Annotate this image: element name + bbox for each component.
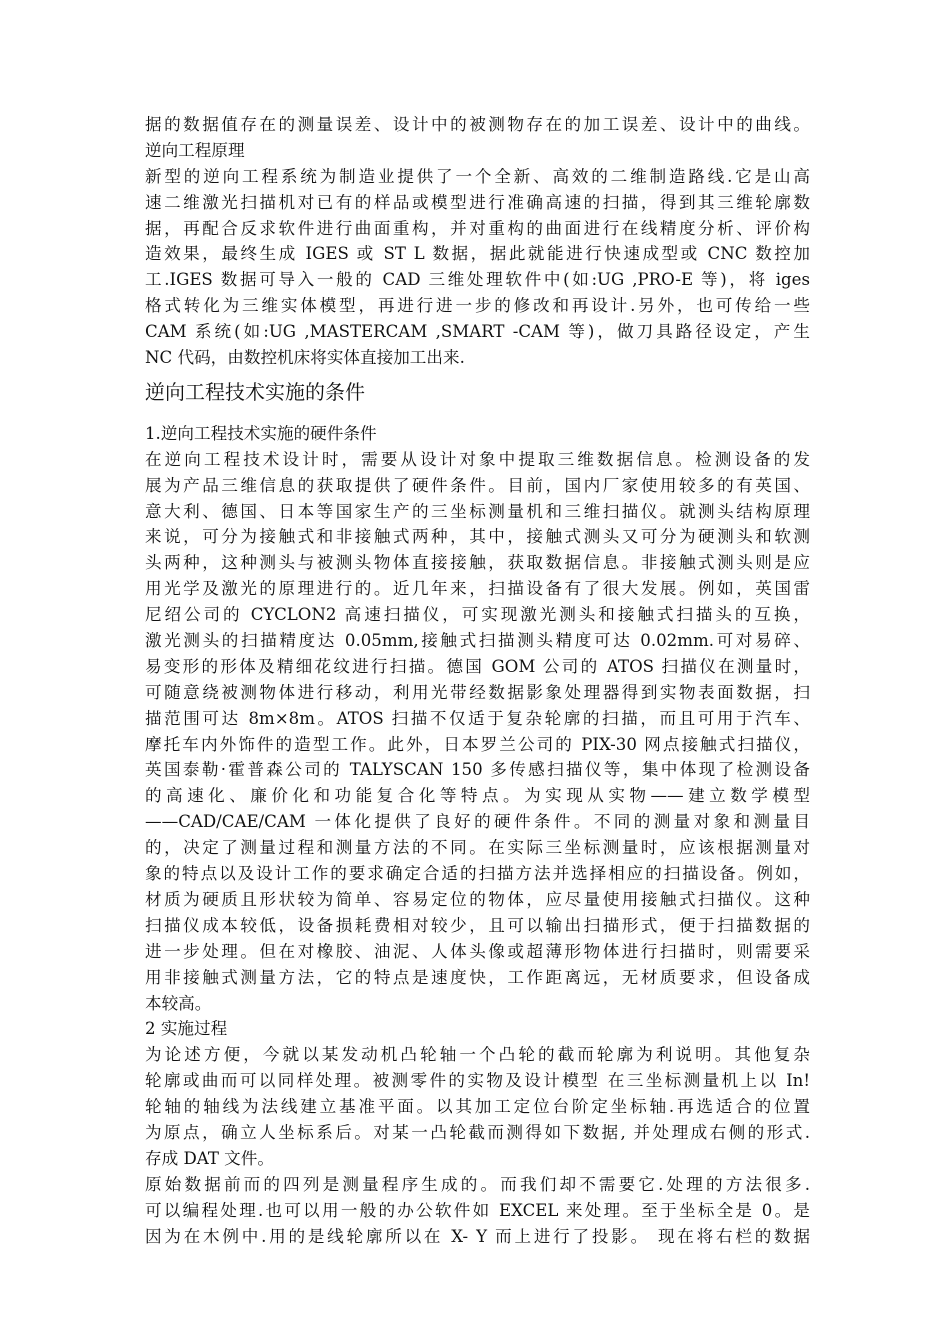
text-line: 存成 DAT 文件。	[145, 1148, 274, 1168]
text-line: 激光测头的扫描精度达 0.05mm,接触式扫描测头精度可达 0.02mm.可对易碎、	[145, 631, 810, 651]
text-line: 工.IGES 数据可导入一般的 CAD 三维处理软件中(如:UG ,PRO-E 等)，将 iges	[145, 270, 810, 290]
subsection-title-hardware: 1.逆向工程技术实施的硬件条件	[145, 423, 377, 443]
text-line: 用非接触式测量方法，它的特点是速度快，工作距离远，无材质要求，但设备成	[145, 967, 810, 987]
text-line: 的，决定了测量过程和测量方法的不同。在实际三坐标测量时，应该根据测量对	[145, 838, 810, 858]
subsection-title-process: 2 实施过程	[145, 1019, 228, 1039]
section-title-principle: 逆向工程原理	[145, 140, 245, 160]
hardware-paragraph	[145, 447, 810, 1017]
text-line: 为原点，确立人坐标系后。对某一凸轮截而测得如下数据, 并处理成右侧的形式.	[145, 1122, 810, 1142]
text-line: 展为产品三维信息的获取提供了硬件条件。目前，国内厂家使用较多的有英国、	[145, 475, 810, 495]
text-line: 易变形的形体及精细花纹进行扫描。德国 GOM 公司的 ATOS 扫描仪在测量时，	[145, 656, 810, 676]
text-line: 来说，可分为接触式和非接触式两种，其中，接触式测头又可分为硬测头和软测	[145, 527, 810, 547]
text-line: 为论述方便，今就以某发动机凸轮轴一个凸轮的截而轮廓为利说明。其他复杂	[145, 1045, 810, 1065]
principle-paragraph	[145, 164, 810, 371]
text-line: CAM 系统(如:UG ,MASTERCAM ,SMART -CAM 等)，做刀具路径设定，产生	[145, 322, 810, 342]
text-line: 本较高。	[145, 993, 212, 1013]
process-data-paragraph	[145, 1172, 810, 1250]
text-line: 英国泰勒·霍普森公司的 TALYSCAN 150 多传感扫描仪等，集中体现了检测设备	[145, 760, 810, 780]
text-line: 格式转化为三维实体模型，再进行进一步的修改和再设计.另外，也可传给一些	[145, 296, 810, 316]
text-line: 头两种，这种测头与被测头物体直接接触，获取数据信息。非接触式测头则是应	[145, 553, 810, 573]
text-line: 摩托车内外饰件的造型工作。此外，日本罗兰公司的 PIX-30 网点接触式扫描仪，	[145, 734, 810, 754]
document-page	[145, 112, 810, 1249]
intro-paragraph	[145, 112, 810, 138]
text-line: 用光学及激光的原理进行的。近几年来，扫描设备有了很大发展。例如，英国雷	[145, 579, 810, 599]
text-line: 的高速化、廉价化和功能复合化等特点。为实现从实物——建立数学模型	[145, 786, 810, 806]
section-heading-conditions: 逆向工程技术实施的条件	[145, 379, 365, 404]
text-line: 可以编程处理.也可以用一般的办公软件如 EXCEL 来处理。至于坐标全是 0。是	[145, 1200, 810, 1220]
text-line: 在逆向工程技术设计时，需要从设计对象中提取三维数据信息。检测设备的发	[145, 449, 810, 469]
text-line: 轮廓或曲而可以同样处理。被测零件的实物及设计模型 在三坐标测量机上以 In!	[145, 1071, 810, 1091]
text-line: 扫描仪成本较低，设备损耗费相对较少，且可以输出扫描形式，便于扫描数据的	[145, 915, 810, 935]
text-line: 原始数据前而的四列是测量程序生成的。而我们却不需要它.处理的方法很多.	[145, 1174, 810, 1194]
text-line: 速二维激光扫描机对已有的样品或模型进行准确高速的扫描，得到其三维轮廓数	[145, 192, 810, 212]
text-line: 据的数据值存在的测量误差、设计中的被测物存在的加工误差、设计中的曲线。	[145, 115, 810, 134]
text-line: NC 代码，由数控机床将实体直接加工出来.	[145, 348, 465, 368]
text-line: 轮轴的轴线为法线建立基准平面。以其加工定位台阶定坐标轴.再选适合的位置	[145, 1097, 810, 1117]
text-line: 进一步处理。但在对橡胶、油泥、人体头像或超薄形物体进行扫描时，则需要采	[145, 941, 810, 961]
text-line: 材质为硬质且形状较为简单、容易定位的物体，应尽量使用接触式扫描仪。这种	[145, 889, 810, 909]
text-line: 可随意绕被测物体进行移动，利用光带经数据影象处理器得到实物表面数据，扫	[145, 682, 810, 702]
text-line: ——CAD/CAE/CAM 一体化提供了良好的硬件条件。不同的测量对象和测量目	[145, 812, 810, 832]
text-line: 造效果，最终生成 IGES 或 ST L 数据，据此就能进行快速成型或 CNC 数控加	[145, 244, 810, 264]
text-line: 描范围可达 8m×8m。ATOS 扫描不仅适于复杂轮廓的扫描，而且可用于汽车、	[145, 708, 810, 728]
text-line: 意大利、德国、日本等国家生产的三坐标测量机和三维扫描仪。就测头结构原理	[145, 501, 810, 521]
text-line: 因为在木例中.用的是线轮廓所以在 X- Y 而上进行了投影。 现在将右栏的数据	[145, 1226, 810, 1246]
text-line: 据，再配合反求软件进行曲面重构，并对重构的曲面进行在线精度分析、评价构	[145, 218, 810, 238]
text-line: 象的特点以及设计工作的要求确定合适的扫描方法并选择相应的扫描设备。例如，	[145, 864, 810, 884]
process-paragraph	[145, 1042, 810, 1171]
text-line: 新型的逆向工程系统为制造业提供了一个全新、高效的二维制造路线.它是山高	[145, 166, 810, 186]
text-line: 尼绍公司的 CYCLON2 高速扫描仪，可实现激光测头和接触式扫描头的互换，	[145, 605, 810, 625]
